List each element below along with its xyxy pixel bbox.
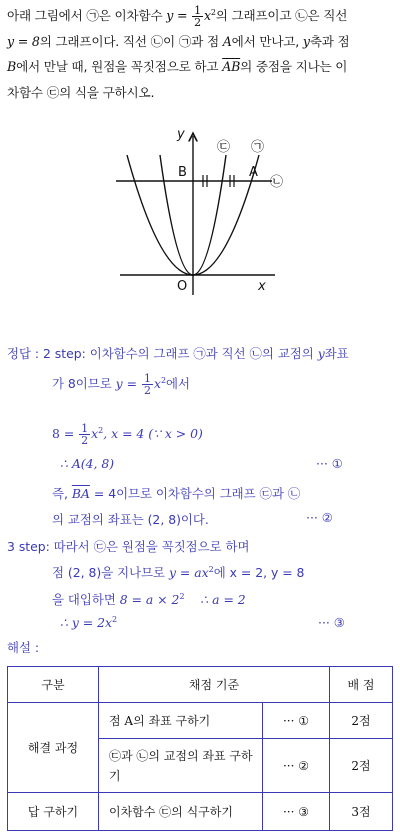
table-cell-mark: ··· ① xyxy=(263,703,330,739)
math-eq: 8 = xyxy=(52,426,75,441)
curve-a-label: ㉠ xyxy=(251,140,265,155)
problem-text-segment: 의 중점을 지나는 이 xyxy=(240,59,348,75)
answer-text-segment: 즉, xyxy=(52,486,68,501)
explanation-label: 해설 : xyxy=(7,640,40,655)
fraction-numerator: 1 xyxy=(194,4,201,18)
math-eq: ∴ y = 2x xyxy=(60,615,112,631)
math-exponent: 2 xyxy=(208,564,214,574)
math-exponent: 2 xyxy=(160,375,167,385)
table-header-row xyxy=(8,667,393,703)
step-mark-1: ··· ① xyxy=(316,456,343,471)
x-axis-label: x xyxy=(258,279,266,294)
table-cell-criteria: ㉢과 ㉡의 교점의 좌표 구하기 xyxy=(99,739,263,793)
answer-line-1 xyxy=(7,344,349,362)
math-var: y xyxy=(166,8,174,24)
table-cell-points: 3점 xyxy=(330,793,393,831)
answer-text-segment: 에 x = 2, y = 8 xyxy=(213,565,305,580)
fraction-numerator: 1 xyxy=(143,372,151,385)
scoring-table xyxy=(7,666,393,831)
answer-line-4: ∴ A(4, 8) xyxy=(60,456,115,471)
fraction xyxy=(142,373,153,396)
table-cell-mark: ··· ② xyxy=(263,739,330,793)
math-eq: y = ax xyxy=(168,565,209,580)
point-b-label: B xyxy=(178,165,187,180)
table-row xyxy=(8,793,393,831)
curve-c-label: ㉢ xyxy=(217,140,231,155)
answer-line-10 xyxy=(60,615,117,630)
answer-text-segment: 정답 : 2 step: 이차함수의 그래프 ㉠과 직선 ㉡의 교점의 xyxy=(7,346,314,361)
problem-text-segment: 차함수 ㉢의 식을 구하시오. xyxy=(7,84,155,100)
math-var: x xyxy=(153,376,161,391)
math-exponent: 2 xyxy=(111,615,118,624)
math-var: x xyxy=(91,426,99,441)
math-exponent: 2 xyxy=(98,425,104,435)
answer-text-segment: 점 (2, 8)을 지나므로 xyxy=(52,565,166,580)
math-eq: = xyxy=(173,8,192,24)
table-header-points: 배 점 xyxy=(330,667,393,703)
fraction-denominator: 2 xyxy=(194,16,201,30)
answer-text-segment: 을 대입하면 xyxy=(52,592,116,607)
math-var: y xyxy=(302,33,310,49)
segment-ab: $\overline{AB}$ xyxy=(222,59,241,75)
step-mark-3: ··· ③ xyxy=(318,615,345,630)
problem-text-segment: 의 그래프이고 ㉡은 직선 xyxy=(215,8,348,24)
table-row xyxy=(8,703,393,739)
answer-text-segment: 가 8이므로 xyxy=(52,376,112,391)
math-var: B xyxy=(7,59,17,75)
table-cell-criteria: 점 A의 좌표 구하기 xyxy=(99,703,263,739)
problem-text-segment: 의 그래프이다. 직선 ㉡이 ㉠과 점 xyxy=(39,33,219,49)
table-cell-category: 답 구하기 xyxy=(8,793,99,831)
table-header-criteria: 채점 기준 xyxy=(99,667,330,703)
fraction-denominator: 2 xyxy=(81,434,89,447)
answer-line-8 xyxy=(52,563,304,581)
y-axis-label: y xyxy=(177,127,185,142)
origin-label: O xyxy=(177,279,188,294)
table-header-category: 구분 xyxy=(8,667,99,703)
answer-line-7: 3 step: 따라서 ㉢은 원점을 꼭짓점으로 하며 xyxy=(7,539,250,554)
math-var: y xyxy=(317,346,325,361)
point-a-label: A xyxy=(249,165,258,180)
problem-text-segment: 에서 만나고, xyxy=(231,33,300,49)
answer-line-3 xyxy=(52,423,203,446)
line-b-label: ㉡ xyxy=(270,175,284,190)
math-eq: ∴ a = 2 xyxy=(200,592,246,607)
problem-text-segment: 축과 점 xyxy=(309,33,350,49)
fraction xyxy=(79,423,90,446)
answer-text-segment: = 4이므로 이차함수의 그래프 ㉢과 ㉡ xyxy=(89,486,301,501)
math-exponent: 2 xyxy=(210,8,216,17)
segment-ba: $\overline{BA}$ xyxy=(71,486,90,501)
fraction-denominator: 2 xyxy=(143,384,151,397)
math-var: x xyxy=(203,8,211,24)
table-cell-points: 2점 xyxy=(330,703,393,739)
math-eq: y = 8 xyxy=(7,33,40,49)
problem-text-segment: 에서 만날 때, 원점을 꼭짓점으로 하고 xyxy=(16,59,219,75)
table-cell-criteria: 이차함수 ㉢의 식구하기 xyxy=(99,793,263,831)
answer-line-5 xyxy=(52,484,300,502)
answer-line-2 xyxy=(52,373,190,396)
math-eq: y = xyxy=(115,376,137,391)
step-mark-2: ··· ② xyxy=(306,510,333,525)
answer-text-segment: 좌표 xyxy=(324,346,349,361)
table-cell-mark: ··· ③ xyxy=(263,793,330,831)
fraction-numerator: 1 xyxy=(81,422,89,435)
math-eq: , x = 4 (∵ x > 0) xyxy=(103,426,203,441)
problem-text-segment: 아래 그림에서 ㉠은 이차함수 xyxy=(7,8,163,24)
answer-line-9 xyxy=(52,590,246,608)
answer-line-6: 의 교점의 좌표는 (2, 8)이다. xyxy=(52,512,209,527)
math-eq: 8 = a × 2 xyxy=(119,592,180,607)
table-cell-category: 해결 과정 xyxy=(8,703,99,793)
math-var: A xyxy=(222,33,232,49)
answer-text-segment: 에서 xyxy=(166,376,190,391)
math-exponent: 2 xyxy=(179,591,185,601)
table-cell-points: 2점 xyxy=(330,739,393,793)
